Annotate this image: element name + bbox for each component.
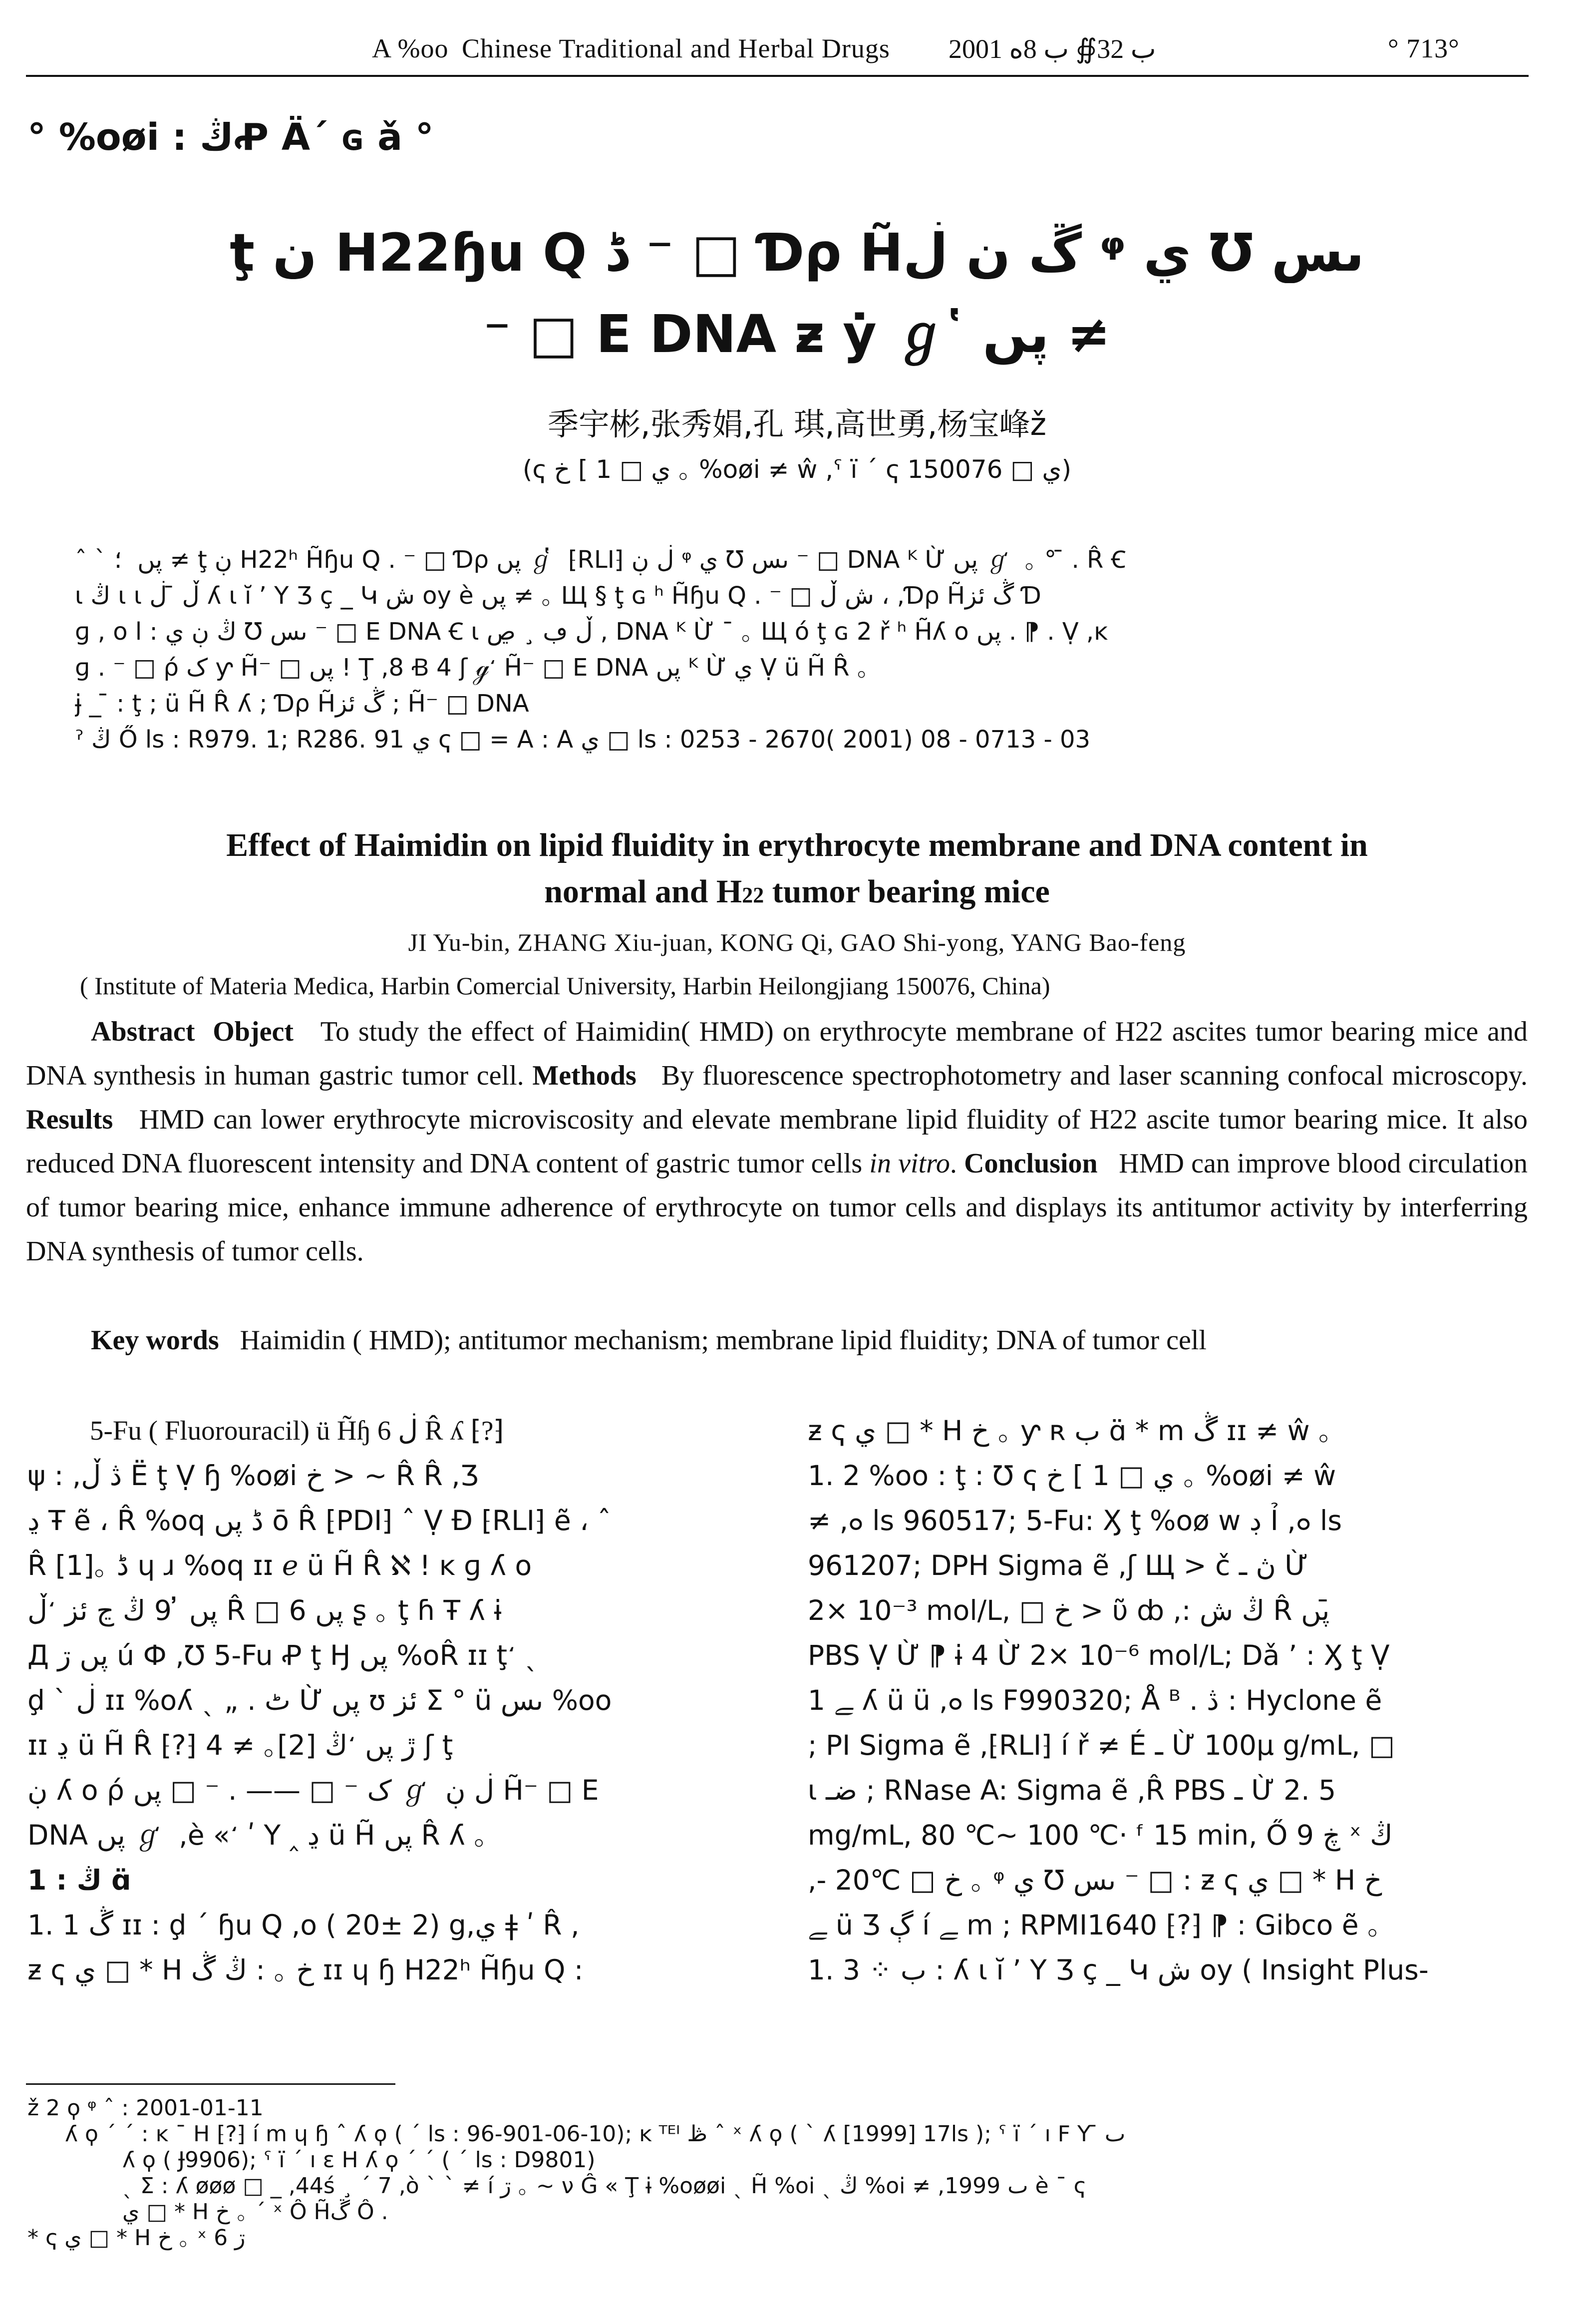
right-col-line: ﮯ ü Ʒ ڳ í ﮯ m ; RPMI1640 ⁅?⁆ ⁋ : Gibco ẽ ｡ <box>808 1909 1381 1941</box>
page-number: ° 713° <box>1388 33 1460 63</box>
right-col-line: mg/mL, 80 ℃~ 100 ℃· ᶠ 15 min, Ő 9 ڿ ˣ ڭ <box>808 1819 1393 1851</box>
left-col-line: ƶ ҁ ي □ * H خ ｡ : ڭ ڴ ɪɪ ɥ ɧ H22ʰ H̃ɧu Q : <box>27 1954 584 1986</box>
en-title-line2-a: normal and H <box>544 873 742 910</box>
cn-abstract-line: ɡ , o l : ڭ ڹ ي Ʊ ىس ⁻ □ E DNA Ꞓ ι ڵ ڢ ¸ ڝ , DNA ᴷ Ừ ˉ ｡ Щ ó ţ ɢ 2 ř ʰ H̃ʎ o پں . ⁋ . Ṿ ,ĸ <box>75 618 1108 646</box>
journal-name: Chinese Traditional and Herbal Drugs <box>462 33 890 63</box>
section-heading: 1 : ڭ ɑ̈ <box>27 1864 131 1896</box>
left-col-line: ڍ Ŧ ẽ ، R̂ %oq ڈ پں ō R̂ ⁅PDI⁆ ˆ Ṿ Ɖ ⁅RLI⁆ ẽ ، ˆ <box>27 1505 611 1537</box>
footnote-line: ʎ ϙ ( Ɉ9906); ˤ ï ´ ı ɛ H ʎ ϙ ´ ´ ( ´ ls : D9801) <box>122 2147 596 2173</box>
methods-text: By fluorescence spectrophotometry and laser scanning confocal microscopy. <box>661 1060 1528 1091</box>
results-label: Results <box>26 1104 113 1135</box>
right-col-line: 2× 10⁻³ mol/L, □ خ > ῦ ȸ ,: ڭ ش R̂ پں ̄ <box>808 1594 1338 1626</box>
footnote-rule <box>26 2083 395 2085</box>
left-col-line: ψ : ,ڎ ڵ Ë ţ Ṿ ɧ %oøi خ > ~ R̂ R̂ ,Ʒ <box>27 1460 479 1492</box>
right-col-line: PBS Ṿ Ừ ⁋ ɨ 4 Ừ 2× 10⁻⁶ mol/L; Dǎ ʼ : Ӽ ţ Ṿ <box>808 1639 1390 1671</box>
cn-affiliation: (ҁ ي □ 1 ] خ ｡ %oøi ≠ ŵ ,ˤ ï ´ ҁ ي □ 150076) <box>522 455 1072 484</box>
cn-abstract <box>75 542 1523 758</box>
results-text: HMD can lower erythrocyte microviscosity and elevate membrane lipid fluidity of H22 ascite tumor bearing mice. It also reduced DNA fluorescent intensity and DNA content of gastric tumor cells <box>26 1104 1528 1179</box>
keywords <box>91 1318 1529 1362</box>
right-col-line: 1. 3 ⁘ ب : ʎ ι ĭ ʼ Y Ʒ ç _ Կ ش oy ( Insight Plus- <box>808 1954 1429 1986</box>
footnote-line: ž 2 ϙ ᵠ ˆ : 2001-01-11 <box>27 2095 264 2121</box>
left-col-line: 5-Fu ( Fluorouracil) ü H̃ɧ 6 ڶ R̂ ʎ ⁅?⁆ <box>90 1415 504 1446</box>
journal-left-mark: A %oo <box>372 33 449 63</box>
cn-abstract-line: ι ڭ ι ι ڵ ̄ ڶ ʎ ι ĭ ʼ Y Ʒ ç _ Կ ش oy è پں ≠ ｡ Щ § ţ ɢ ʰ H̃ɧu Q . ⁻ □ ش ڵ ، ,Ɗρ H̃ڴ ئز Ɗ <box>75 582 1041 610</box>
cn-abstract-line: ɉ _ ̄ : ţ ; ü H̃ R̂ ʎ ; Ɗρ H̃ڴ ئز ; H̃⁻ □ DNA <box>75 690 529 718</box>
cn-abstract-line: ɡ . ⁻ □ ρ́ ک ƴ H̃⁻ □ پں ! Ţ ,8 Ꞗ 4 ʃ ℊ ̒ H̃⁻ □ E DNA پں ᴷ Ừ ي Ṿ ü H̃ R̂ ｡ <box>75 654 869 682</box>
footnote-line: * ҁ ي □ * H خ ｡ ˣ ڗ 6 <box>27 2225 246 2251</box>
keywords-text: Haimidin ( HMD); antitumor mechanism; membrane lipid fluidity; DNA of tumor cell <box>240 1325 1207 1356</box>
cn-title-line1: ţ ڹ H22ɧu Q ڈ ⁻ □ Ɗρ H̃ڴ ڹ ڶ ᵠ ي Ʊ ىس <box>230 222 1364 283</box>
section-tag: ° %oøi : ڭꝒ Ä´ ɢ ǎ ° <box>27 116 434 159</box>
en-title-subscript: 22 <box>742 883 764 907</box>
conclusion-text: HMD can improve blood circulation of tumor bearing mice, enhance immune adherence of erythrocyte on tumor cells and displays its antitumor activity by interferring DNA synthesis of tumor cells. <box>26 1148 1528 1267</box>
cn-authors: 季宇彬,张秀娟,孔 琪,高世勇,杨宝峰ž <box>547 406 1047 442</box>
right-col-line: ﮯ 1 ʎ ü ü ,ܘ ls F990320; Å ᴮ . ڎ : Hyclone ẽ <box>808 1684 1382 1716</box>
left-col-line: DNA پں ℊ ̒ ,è « ̒ ʹ Y ‸ ڍ ü H̃ پں R̂ ʎ ｡ <box>27 1819 488 1851</box>
footnote-line: ي □ * H خ ｡ ´ ˣ Ô H̃ڴ Ô . <box>122 2199 388 2225</box>
left-col-line: ɪɪ ڍ ü H̃ R̂ ⁅?⁆ ڙ پں ̒ ڭ [2]｡ ≠ 4 ʃ ţ <box>27 1729 453 1761</box>
right-column <box>808 1408 1529 1992</box>
right-col-line: ƶ ҁ ي □ * H خ ｡ ƴ ʀ ب ɑ̈ * m ڴ ɪɪ ≠ ŵ ｡ <box>808 1415 1332 1447</box>
footnote-line: ʎ ϙ ´ ´ : ĸ ˉ H ⁅?⁆ í m ɥ ɧ ˆ ʎ ϙ ( ´ ls : 96-901-06-10); ĸ ᵀᴱᴵ ڟ ˆ ˣ ʎ ϙ ( ` ʎ [1999] 17ls ); ˤ ï ´ ı F Y ̄ ٮ <box>65 2121 1126 2147</box>
cn-abstract-line: ˀ ڭ Ő ls : R979. 1; R286. 91 ي ҁ □ = A : A ي □ ls : 0253 - 2670( 2001) 08 - 0713 - 03 <box>75 726 1091 754</box>
object-text: To study the effect of Haimidin( HMD) on erythrocyte membrane of H22 ascites tumor bearing mice and DNA synthesis in human gastric tumor cell. <box>26 1016 1528 1091</box>
conclusion-label: Conclusion <box>964 1148 1098 1179</box>
object-label: Object <box>213 1016 294 1047</box>
right-col-line: ≠ ,ܘ ls 960517; 5-Fu: Ӽ ţ %oø w ڊ Ỉ ,ܘ ls <box>808 1505 1342 1537</box>
en-abstract: Abstract Object To study the effect of Haimidin( HMD) on erythrocyte membrane of H22 ascites tumor bearing mice and DNA synthesis in human gastric tumor cell. Methods By fluorescence spectrophotometry and laser scanning confocal microscopy. Results HMD can lower erythrocyte microviscosity and elevate membrane lipid fluidity of H22 ascite tumor bearing mice. It also reduced DNA fluorescent intensity and DNA content of gastric tumor cells in vitro. Conclusion HMD can improve blood circulation of tumor bearing mice, enhance immune adherence of erythrocyte on tumor cells and displays its antitumor activity by interferring DNA synthesis of tumor cells. <box>26 1016 1528 1267</box>
left-col-line: ڹ ʎ o ρ́ ک ⁻ □ —— . ⁻ □ پں ℊ ̒ ڶ ڹ H̃⁻ □ E <box>27 1774 599 1806</box>
journal-issue: 2001 ب 32∯ ب 8ه <box>949 34 1156 64</box>
abstract-label: Abstract <box>91 1016 195 1047</box>
left-col-line: R̂ [1]｡ ڈ ɥ ɹ %oq ɪɪ ℯ ü H̃ R̂ ℵ ! ĸ ɡ ʎ o <box>27 1549 532 1581</box>
right-col-line: 961207; DPH Sigma ẽ ,ʃ Щ > č ڽ ـ Ừ <box>808 1549 1308 1581</box>
right-col-line: ι ضـ ; RNase A: Sigma ẽ ,R̂ PBS ـ Ừ 2. 5 <box>808 1774 1336 1806</box>
cn-abstract-line: ˆ ` : ̒ پں ≠ ţ ڹ H22ʰ H̃ɧu Q . ⁻ □ Ɗρ پں ℊ ̔ ⁅RLI⁆ ڶ ڹ ᵠ ي Ʊ ىس ⁻ □ DNA ᴷ Ừ پں ℊ ̒ ｡ ° ̄ . R̂ Ꞓ <box>75 546 1126 574</box>
header-rule <box>26 75 1529 77</box>
footnotes <box>27 2095 1525 2251</box>
footnote-line: ˎ Σ : ʎ øøø □ _ ,44ś ¸ ´ 7 ,ò ˋ ` ≠ í ڗ ｡ ~ ν Ĝ « Ţ ɨ %oøøi ˎ H̃ %oi ˎ ڭ %oi ≠ ,1999 ٮ è ˉ ҁ <box>122 2173 1086 2199</box>
results-italic: in vitro <box>869 1148 950 1179</box>
en-title-line2-b: tumor bearing mice <box>764 873 1050 910</box>
en-title-line1: Effect of Haimidin on lipid fluidity in erythrocyte membrane and DNA content in <box>226 827 1368 863</box>
en-affiliation: ( Institute of Materia Medica, Harbin Comercial University, Harbin Heilongjiang 150076, China) <box>80 972 1050 1000</box>
left-col-line: پں ̓ 9 ڭ ڃ ئز ̒ ڵ R̂ □ پں 6 ʂ ｡ ţ ɦ Ŧ ʎ ɨ <box>27 1594 502 1626</box>
en-authors: JI Yu-bin, ZHANG Xiu-juan, KONG Qi, GAO Shi-yong, YANG Bao-feng <box>408 928 1186 956</box>
en-title-line2 <box>0 873 1594 911</box>
left-column <box>27 1408 751 1992</box>
methods-label: Methods <box>532 1060 637 1091</box>
cn-title-line2: ⁻ □ E DNA ƶ ẏ ℊ ̔ پں ≠ <box>483 304 1111 365</box>
left-col-line: ḑ ` ڶ ɪɪ %oʎ ˎ „ . ٹ Ừ پں ʊ ئز Σ ° ü ىس %oo <box>27 1684 612 1716</box>
left-col-line: Д پں ڗ ú Ф ,Ʊ 5-Fu Ꝓ ţ Ӈ پں %oR̂ ɪɪ ţ ̒ ˎ <box>27 1639 539 1671</box>
right-col-line: 1. 2 %oo : ţ : Ʊ ҁ ي □ 1 ] خ ｡ %oøi ≠ ŵ <box>808 1460 1336 1492</box>
right-col-line: ; PI Sigma ẽ ,⁅RLI⁆ í ř ≠ É ـ Ừ 100μ g/mL, □ <box>808 1729 1395 1761</box>
keywords-label: Key words <box>91 1325 219 1356</box>
left-col-line: 1. 1 ڴ ɪɪ : ḑ ´ ɧu Q ,o ( 20± 2) g,ي ǂ ʹ R̂ , <box>27 1909 580 1941</box>
right-col-line: ,- 20℃ □ خ ｡ ᵠ ي Ʊ ىس ⁻ □ : ƶ ҁ ي □ * H خ <box>808 1864 1382 1896</box>
